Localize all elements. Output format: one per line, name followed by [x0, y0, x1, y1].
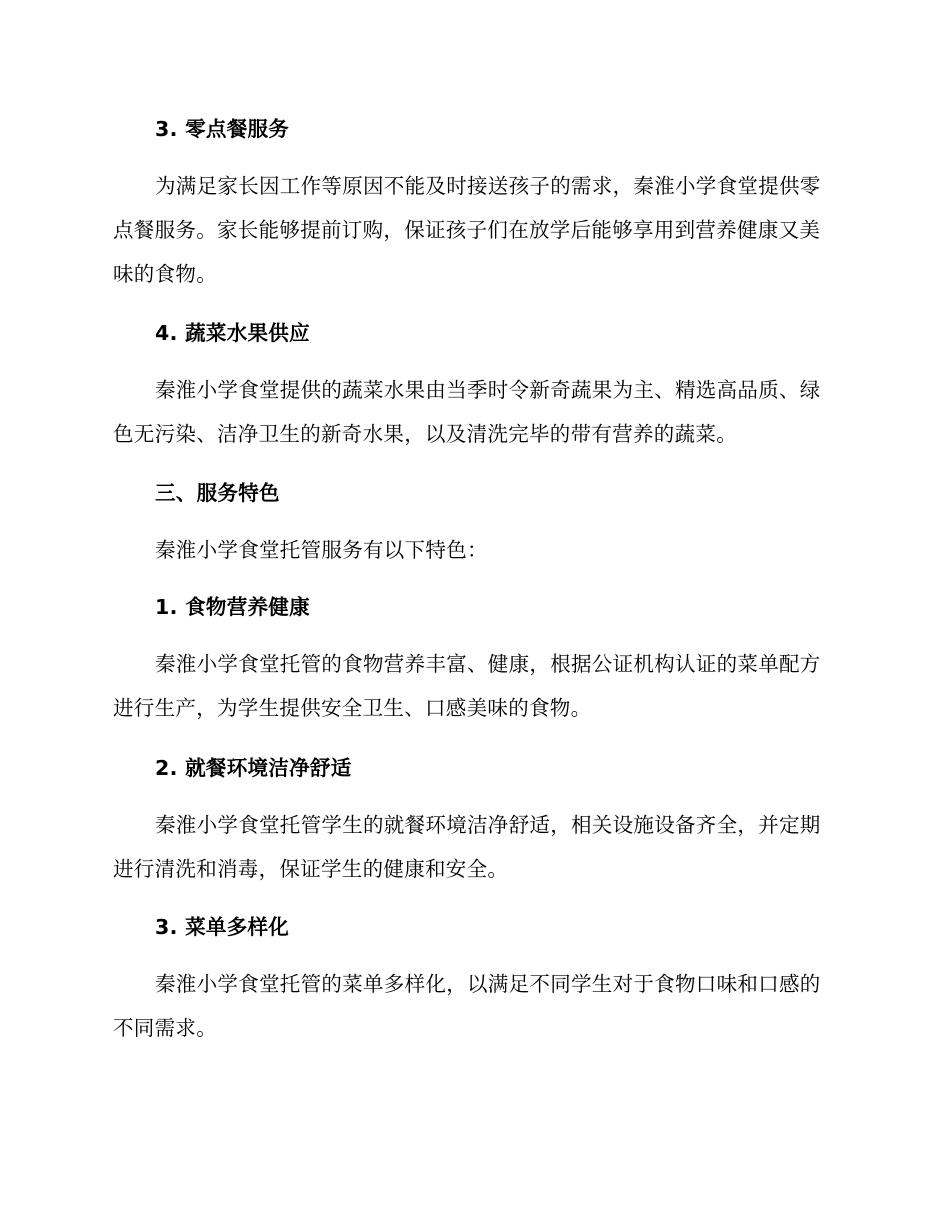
section-heading: 三、服务特色	[155, 481, 280, 505]
section-heading: 3. 菜单多样化	[155, 915, 290, 939]
section-paragraph: 秦淮小学食堂托管学生的就餐环境洁净舒适，相关设施设备齐全，并定期进行清洗和消毒，保证学生的健康和安全。	[113, 813, 821, 881]
section-heading: 1. 食物营养健康	[155, 595, 310, 619]
section-heading: 3. 零点餐服务	[155, 117, 290, 141]
section-paragraph: 秦淮小学食堂提供的蔬菜水果由当季时令新奇蔬果为主、精选高品质、绿色无污染、洁净卫生的新奇水果，以及清洗完毕的带有营养的蔬菜。	[113, 378, 821, 446]
section-heading: 4. 蔬菜水果供应	[155, 321, 310, 345]
section-paragraph: 为满足家长因工作等原因不能及时接送孩子的需求，秦淮小学食堂提供零点餐服务。家长能够提前订购，保证孩子们在放学后能够享用到营养健康又美味的食物。	[113, 174, 821, 286]
section-heading: 2. 就餐环境洁净舒适	[155, 756, 352, 780]
section-paragraph: 秦淮小学食堂托管的菜单多样化，以满足不同学生对于食物口味和口感的不同需求。	[113, 972, 821, 1040]
section-paragraph: 秦淮小学食堂托管的食物营养丰富、健康，根据公证机构认证的菜单配方进行生产，为学生提供安全卫生、口感美味的食物。	[113, 652, 821, 720]
section-paragraph: 秦淮小学食堂托管服务有以下特色：	[155, 538, 488, 562]
